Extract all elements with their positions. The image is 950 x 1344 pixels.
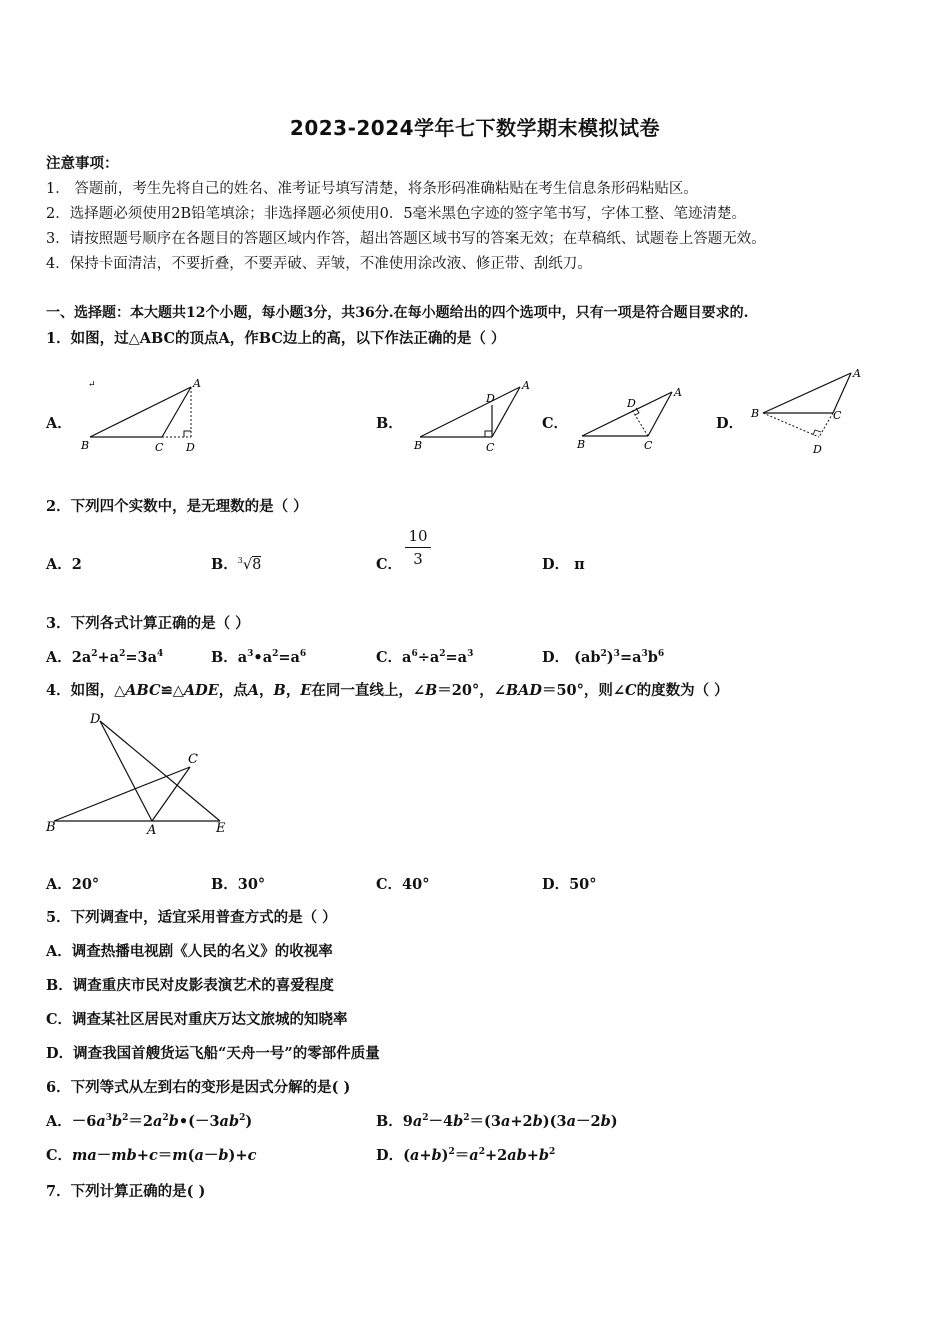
svg-text:D: D	[813, 443, 822, 456]
svg-text:C: C	[644, 439, 653, 452]
q5-option-b: B．调查重庆市民对皮影表演艺术的喜爱程度	[46, 977, 334, 994]
q5-option-a: A．调查热播电视剧《人民的名义》的收视率	[46, 943, 333, 960]
svg-text:↵: ↵	[88, 380, 96, 390]
svg-text:B: B	[751, 407, 760, 420]
q6-option-c: C．ma－mb+c＝m(a－b)+c	[46, 1147, 257, 1164]
notice-item-2: 2．选择题必须使用2B铅笔填涂；非选择题必须使用0．5毫米黑色字迹的签字笔书写，字体工整、笔迹清楚。	[46, 206, 747, 222]
q1-option-c-label: C．	[542, 415, 569, 432]
q1a-label-a: A	[193, 377, 201, 390]
svg-text:D: D	[486, 392, 495, 405]
svg-text:B: B	[414, 439, 423, 452]
q2-option-b: B．$^3$√8	[211, 556, 262, 573]
q4-figure	[42, 707, 242, 842]
notice-item-4: 4．保持卡面清洁，不要折叠，不要弄破、弄皱，不准使用涂改液、修正带、刮纸刀。	[46, 256, 592, 272]
question-2-stem: 2．下列四个实数中，是无理数的是（ ）	[46, 498, 308, 515]
svg-text:A: A	[522, 379, 530, 392]
q6-option-b: B．$9a^2-4b^2=(3a+2b)(3a-2b)$	[376, 1113, 618, 1130]
q4-label-b: B	[46, 820, 56, 835]
svg-text:C: C	[833, 409, 842, 422]
q2-option-d: D． π	[542, 556, 585, 573]
notice-item-3: 3．请按照题号顺序在各题目的答题区域内作答，超出答题区域书写的答案无效；在草稿纸、试题卷上答题无效。	[46, 231, 766, 247]
q1-figure-c	[572, 380, 692, 455]
q2-option-a: A．2	[46, 556, 82, 573]
q1-option-b-label: B．	[376, 415, 403, 432]
q1a-label-d: D	[186, 441, 195, 454]
svg-text:B: B	[577, 438, 586, 451]
svg-text:C: C	[486, 441, 495, 454]
q3-option-a: A．$2a^2+a^2=3a^4$	[46, 649, 164, 666]
q1-figure-a	[78, 375, 208, 455]
q3-option-d: D． $(ab^2)^3=a^3b^6$	[542, 649, 665, 666]
q6-option-d: D．$(a+b)^2=a^2+2ab+b^2$	[376, 1147, 556, 1164]
q4-option-a: A．20°	[46, 876, 100, 893]
question-5-stem: 5．下列调查中，适宜采用普查方式的是（ ）	[46, 909, 337, 926]
q1-figure-d	[745, 365, 870, 460]
q4-label-d: D	[90, 712, 101, 727]
question-1-stem: 1．如图，过△ABC的顶点A，作BC边上的高，以下作法正确的是（ ）	[46, 330, 506, 347]
page-title: 2023-2024学年七下数学期末模拟试卷	[289, 116, 661, 140]
q3-option-b: B．$a^3•a^2=a^6$	[211, 649, 307, 666]
q2-option-c-fraction: 10 3	[405, 527, 431, 568]
q4-label-e: E	[216, 821, 226, 836]
q6-option-a: A．$-6a^3b^2=2a^2b•(-3ab^2)$	[46, 1113, 253, 1130]
svg-text:A: A	[853, 367, 861, 380]
q5-option-c: C．调查某社区居民对重庆万达文旅城的知晓率	[46, 1011, 348, 1028]
q1-option-a-label: A．	[46, 415, 72, 432]
question-3-stem: 3．下列各式计算正确的是（ ）	[46, 615, 250, 632]
notice-item-1: 1． 答题前，考生先将自己的姓名、准考证号填写清楚，将条形码准确粘贴在考生信息条形码粘贴区。	[46, 181, 698, 197]
q3-option-c: C．$a^6\div a^2=a^3$	[376, 649, 474, 666]
q4-label-c: C	[188, 752, 198, 767]
question-7-stem: 7．下列计算正确的是( )	[46, 1183, 206, 1200]
q4-label-a: A	[147, 823, 157, 838]
q1a-label-c: C	[155, 441, 164, 454]
q4-option-d: D．50°	[542, 876, 597, 893]
question-6-stem: 6．下列等式从左到右的变形是因式分解的是( )	[46, 1079, 351, 1096]
q2-option-c-label: C．	[376, 556, 403, 573]
q4-option-b: B．30°	[211, 876, 266, 893]
svg-text:A: A	[674, 386, 682, 399]
notice-heading: 注意事项：	[46, 155, 119, 172]
q4-option-c: C．40°	[376, 876, 430, 893]
question-4-stem: 4．如图，△ABC≌△ADE，点A，B，E在同一直线上，∠B＝20°，∠BAD＝50°，则∠C的度数为（ ）	[46, 682, 729, 699]
q5-option-d: D．调查我国首艘货运飞船“天舟一号”的零部件质量	[46, 1045, 380, 1062]
q1-figure-b	[410, 375, 535, 455]
q1a-label-b: B	[81, 439, 90, 452]
svg-text:D: D	[627, 397, 636, 410]
section-heading: 一、选择题：本大题共12个小题，每小题3分，共36分.在每小题给出的四个选项中，只有一项是符合题目要求的.	[46, 305, 749, 321]
q1-option-d-label: D．	[716, 415, 744, 432]
